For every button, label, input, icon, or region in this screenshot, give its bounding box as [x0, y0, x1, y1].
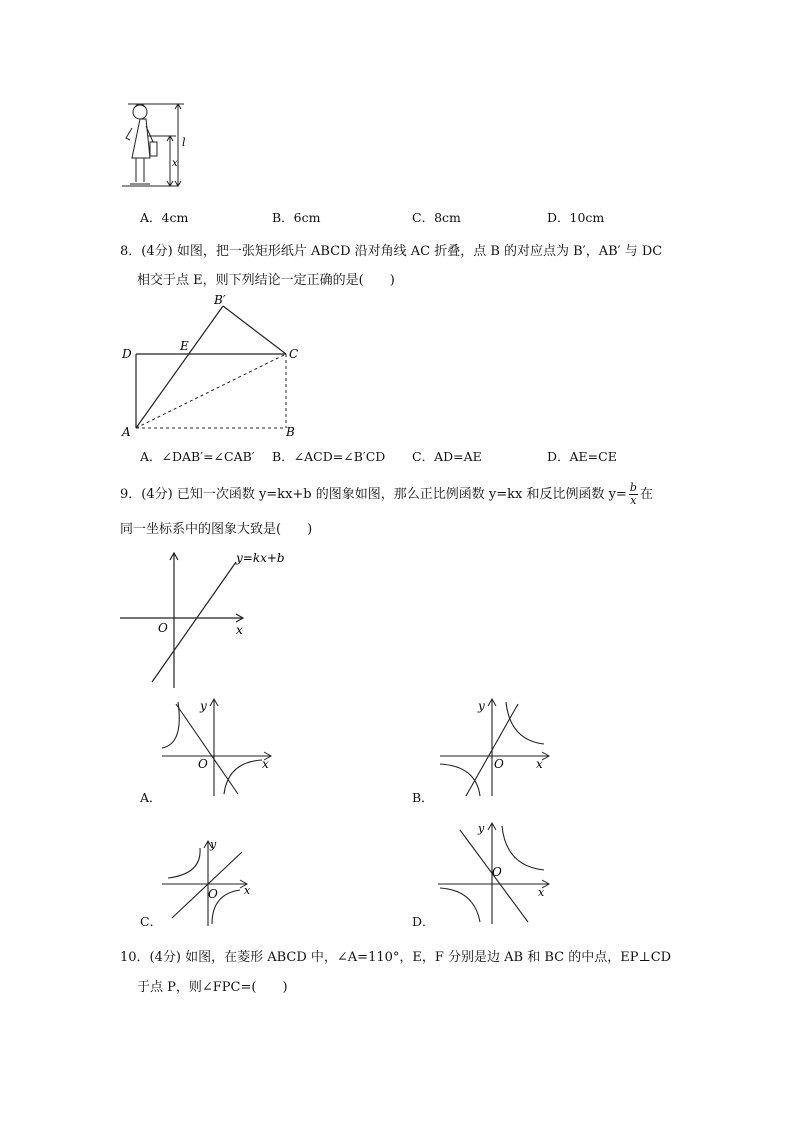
q10-stem-line1: 10．(4分) 如图，在菱形 ABCD 中，∠A=110°，E，F 分别是边 AB 和 BC 的中点，EP⊥CD	[120, 950, 672, 965]
q8-stem-line1: 8．(4分) 如图，把一张矩形纸片 ABCD 沿对角线 AC 折叠，点 B 的对应点为 B′，AB′ 与 DC	[120, 244, 663, 259]
q9-main-origin: O	[158, 621, 168, 635]
q9-option-d-graph	[436, 820, 556, 926]
q9-d-y-label: y	[478, 822, 485, 835]
q10-stem-line2: 于点 P，则∠FPC=( )	[137, 980, 288, 995]
person-drawing	[126, 104, 157, 184]
q9-c-x-label: x	[244, 884, 251, 897]
q7-option-b: B．6cm	[272, 210, 321, 225]
q7-option-a: A．4cm	[140, 210, 189, 225]
q9-option-c-graph	[160, 838, 256, 928]
q7-figure	[118, 98, 198, 194]
q9-fraction-den: x	[630, 494, 637, 507]
q9-stem-line1	[120, 482, 653, 507]
q9-b-x-label: x	[536, 757, 543, 771]
q9-option-c-label: C．	[140, 914, 163, 929]
q9-main-graph	[118, 548, 298, 690]
q9-a-origin: O	[198, 757, 208, 771]
q9-a-y-label: y	[200, 699, 207, 713]
q9-option-b-graph	[436, 696, 556, 800]
q9-c-origin: O	[208, 887, 218, 901]
q8-label-bprime: B′	[214, 293, 226, 307]
q9-c-y-label: y	[210, 838, 217, 851]
q8-option-a: A．∠DAB′=∠CAB′	[140, 449, 255, 464]
q8-stem-line2: 相交于点 E，则下列结论一定正确的是( )	[137, 273, 395, 288]
q9-stem-part2: 在	[639, 487, 653, 502]
q9-fraction	[629, 482, 638, 507]
q8-label-a: A	[122, 425, 131, 439]
q9-option-a-label: A．	[140, 790, 162, 805]
q9-d-x-label: x	[538, 886, 545, 899]
q7-label-l: l	[182, 136, 186, 149]
q8-option-d: D．AE=CE	[547, 449, 617, 464]
q8-figure	[118, 294, 308, 439]
q9-fraction-num: b	[629, 481, 637, 494]
q9-b-y-label: y	[478, 699, 485, 713]
q9-option-a-graph	[158, 696, 278, 800]
q9-main-line-label: y=kx+b	[236, 551, 285, 565]
q9-option-b-label: B．	[412, 790, 434, 805]
q9-d-origin: O	[492, 865, 502, 879]
q9-stem-line2: 同一坐标系中的图象大致是( )	[120, 522, 313, 537]
q9-main-x-label: x	[236, 623, 243, 637]
q9-a-x-label: x	[262, 757, 269, 771]
q7-option-c: C．8cm	[412, 210, 461, 225]
q9-stem-part1: 9．(4分) 已知一次函数 y=kx+b 的图象如图，那么正比例函数 y=kx 和反比例函数 y=	[120, 487, 627, 502]
q7-option-d: D．10cm	[547, 210, 605, 225]
q8-label-c: C	[289, 347, 299, 361]
q8-label-d: D	[122, 347, 132, 361]
q8-option-c: C．AD=AE	[412, 449, 482, 464]
q7-label-x: x	[172, 158, 178, 169]
q8-option-b: B．∠ACD=∠B′CD	[272, 449, 386, 464]
q8-label-e: E	[180, 339, 189, 353]
q9-option-d-label: D．	[412, 914, 435, 929]
q8-label-b: B	[286, 425, 295, 439]
q9-b-origin: O	[494, 757, 504, 771]
